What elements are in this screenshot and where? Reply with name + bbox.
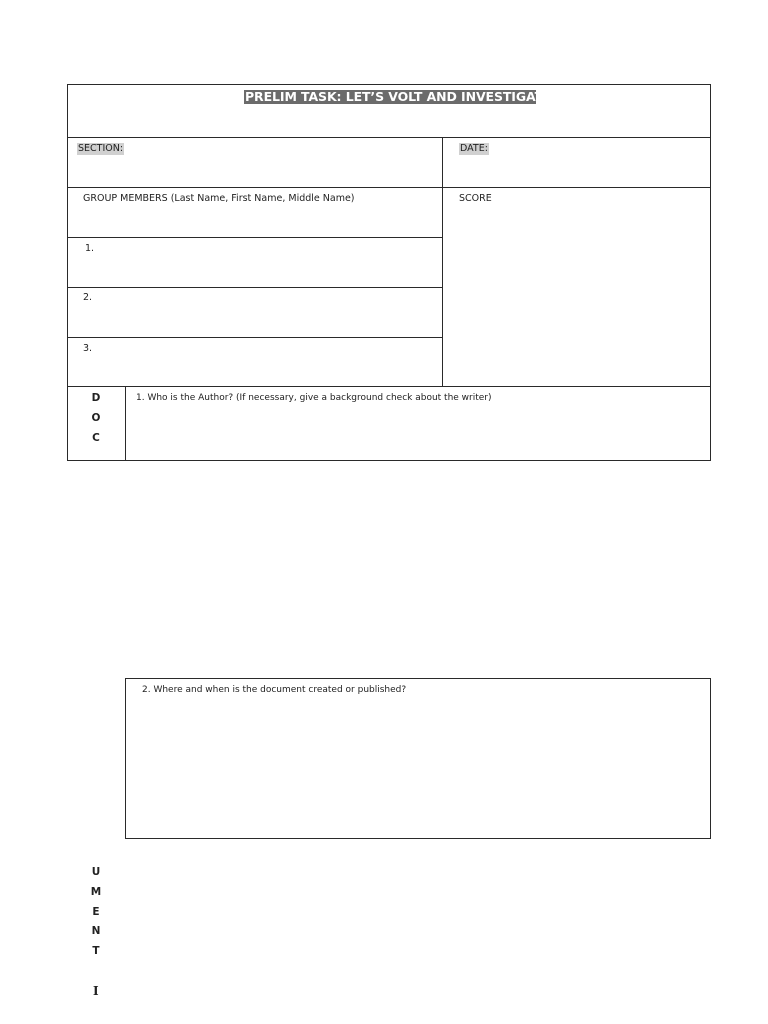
doc-letter-o: O xyxy=(91,412,101,424)
member-divider-2 xyxy=(67,287,443,288)
section-label: SECTION: xyxy=(78,143,124,154)
form-table xyxy=(67,84,711,461)
doc-letter-c: C xyxy=(92,432,100,444)
score-column-divider xyxy=(442,137,443,387)
question-1: 1. Who is the Author? (If necessary, give a background check about the writer) xyxy=(136,393,492,403)
member-divider-1 xyxy=(67,237,443,238)
group-members-label: GROUP MEMBERS (Last Name, First Name, Middle Name) xyxy=(83,193,355,204)
doc-letter-d: D xyxy=(91,392,101,404)
score-label: SCORE xyxy=(459,193,492,204)
member-number-2: 2. xyxy=(83,292,93,303)
vertical-letter-t: T xyxy=(92,945,100,957)
member-number-3: 3. xyxy=(83,343,93,354)
section-divider xyxy=(67,187,711,188)
form-title: PRELIM TASK: LET’S VOLT AND INVESTIGATE xyxy=(245,89,552,104)
member-number-1: 1. xyxy=(85,243,95,254)
trailing-letter-i: I xyxy=(93,984,99,998)
vertical-letter-u: U xyxy=(91,866,101,878)
vertical-letter-n: N xyxy=(91,925,101,937)
question-2-box xyxy=(125,678,711,839)
member-divider-3 xyxy=(67,337,443,338)
vertical-letter-m: M xyxy=(90,886,102,898)
vertical-letter-e: E xyxy=(92,906,100,918)
doc-column-divider xyxy=(125,386,126,461)
date-label: DATE: xyxy=(460,143,488,154)
doc-row-divider xyxy=(67,386,711,387)
title-divider xyxy=(67,137,711,138)
question-2: 2. Where and when is the document created or published? xyxy=(142,685,407,695)
